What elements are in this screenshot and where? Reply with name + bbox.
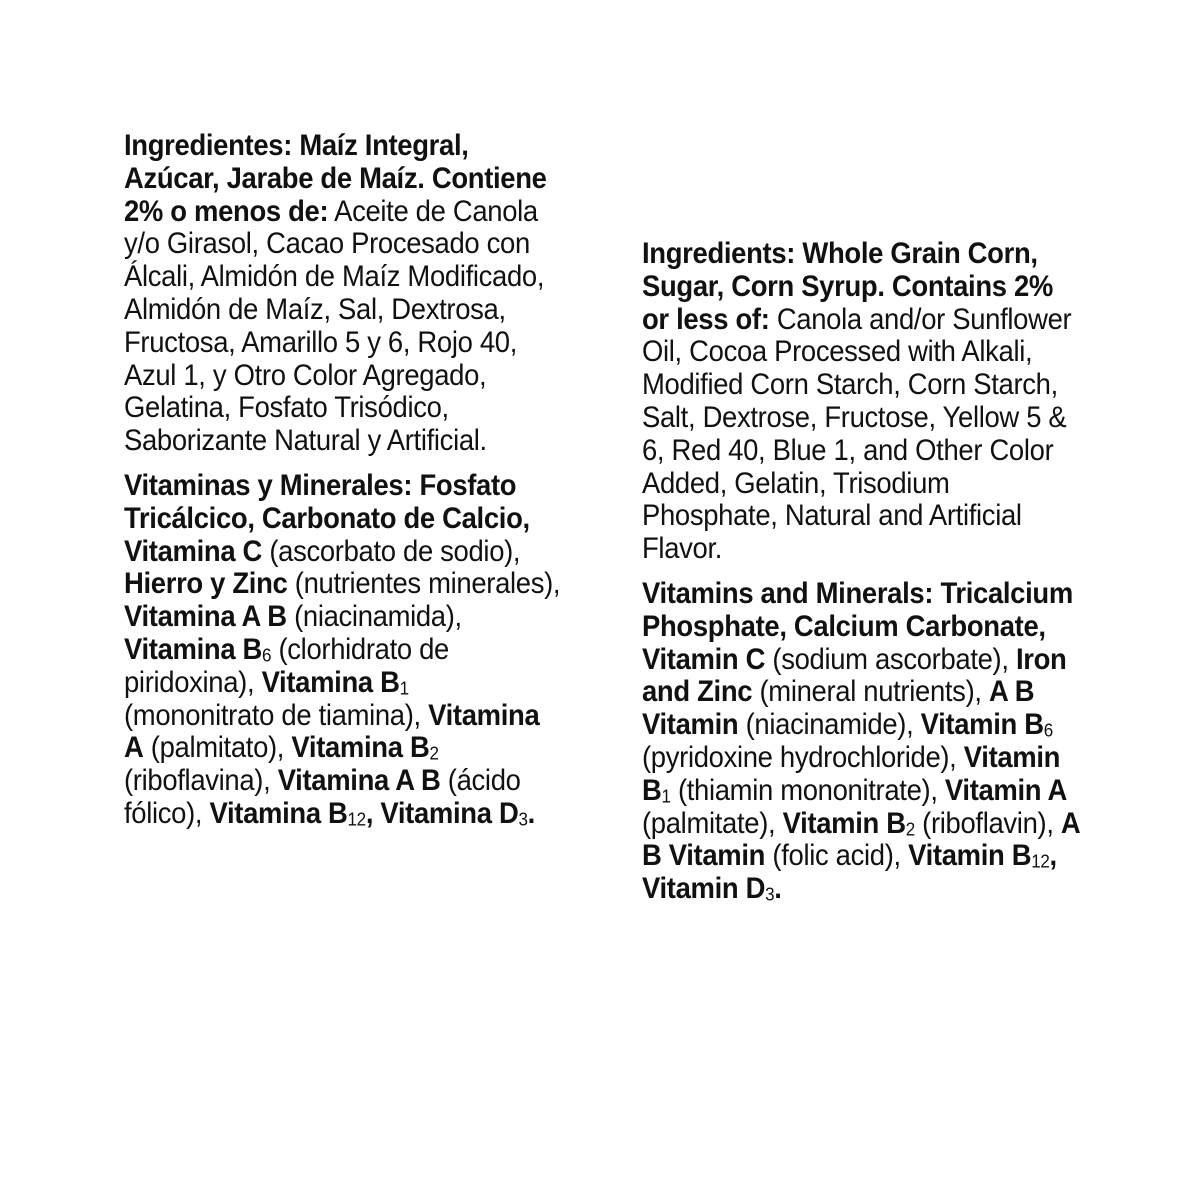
- bold-text: .: [774, 872, 782, 906]
- bold-text: Vitamins and Minerals: Tricalcium Phosphate, Calcium Carbonate, Vitamin C: [642, 576, 1073, 676]
- regular-text: (mononitrato de tiamina),: [124, 698, 429, 732]
- regular-text: (nutrientes minerales),: [287, 567, 561, 601]
- bold-text: Vitaminas y Minerales: Fosfato Tricálcico, Carbonato de Calcio, Vitamina C: [124, 468, 530, 568]
- regular-text: Canola and/or Sunflower Oil, Cocoa Processed with Alkali, Modified Corn Starch, Corn Starch, Salt, Dextrose, Fructose, Yellow 5 & 6, Red 40, Blue 1, and Other Color Added, Gelatin, Trisodium Phosphate, Natural and Artificial Flavor.: [642, 302, 1072, 566]
- regular-text: (palmitato),: [143, 731, 292, 765]
- regular-text: (riboflavin),: [914, 806, 1061, 840]
- bold-text: A B Vitamin: [642, 675, 1035, 742]
- regular-text: [425, 162, 432, 195]
- bold-text: Vitamina A: [124, 698, 540, 765]
- bold-text: Vitamin B: [920, 708, 1044, 742]
- spanish-ingredients-paragraph: [124, 130, 561, 458]
- spanish-vitamins-paragraph: [124, 470, 561, 831]
- subscript-text: 2: [429, 743, 439, 765]
- subscript-text: 1: [661, 785, 671, 807]
- english-ingredients-column: [642, 238, 1081, 906]
- bold-text: Vitamin B: [642, 740, 1061, 807]
- regular-text: (sodium ascorbate),: [765, 642, 1016, 676]
- bold-text: Ingredients: Whole Grain Corn, Sugar, Corn Syrup. Contains 2% or less of:: [642, 237, 1053, 336]
- subscript-text: 2: [905, 818, 915, 840]
- bold-text: Vitamin A: [944, 773, 1068, 807]
- subscript-text: 3: [518, 808, 528, 830]
- regular-text: (riboflavina),: [124, 764, 278, 798]
- bold-text: Vitamina A B: [277, 764, 441, 798]
- regular-text: (thiamin mononitrate),: [670, 773, 945, 807]
- bold-text: .: [527, 796, 535, 830]
- bold-text: Vitamin B: [908, 839, 1032, 873]
- regular-text: (mineral nutrients),: [752, 675, 989, 709]
- bold-text: Vitamina A B: [124, 600, 287, 634]
- bold-text: Vitamina B: [261, 665, 400, 699]
- subscript-text: 12: [347, 808, 366, 830]
- regular-text: (ácido fólico),: [124, 764, 521, 830]
- subscript-text: 6: [262, 644, 272, 666]
- regular-text: (pyridoxine hydrochloride),: [642, 740, 964, 774]
- subscript-text: 1: [399, 677, 409, 699]
- bold-text: Vitamina B: [209, 796, 348, 830]
- english-ingredients-paragraph: [642, 238, 1081, 566]
- regular-text: (niacinamide),: [738, 708, 921, 742]
- bold-text: Vitamina B: [124, 632, 263, 666]
- regular-text: (clorhidrato de piridoxina),: [124, 632, 449, 699]
- subscript-text: 3: [765, 883, 775, 905]
- bold-text: Vitamina B: [291, 731, 430, 765]
- bold-text: Contiene 2% o menos de:: [124, 161, 547, 228]
- subscript-text: 6: [1043, 719, 1053, 741]
- regular-text: (ascorbato de sodio),: [262, 534, 521, 568]
- regular-text: Aceite de Canola y/o Girasol, Cacao Procesado con Álcali, Almidón de Maíz Modificado, Almidón de Maíz, Sal, Dextrosa, Fructosa, Amarillo 5 y 6, Rojo 40, Azul 1, y Otro Color Agregado, Gelatina, Fosfato Trisódico, Saborizante Natural y Artificial.: [124, 194, 545, 458]
- bold-text: Hierro y Zinc: [124, 567, 288, 601]
- bold-text: Vitamin B: [782, 806, 906, 840]
- spanish-ingredients-column: [124, 130, 561, 831]
- bold-text: Ingredientes: Maíz Integral, Azúcar, Jarabe de Maíz.: [124, 129, 469, 195]
- bold-text: , Vitamina D: [365, 796, 519, 830]
- regular-text: (palmitate),: [642, 806, 783, 840]
- bold-text: A B Vitamin: [642, 806, 1080, 873]
- bold-text: , Vitamin D: [642, 839, 1057, 906]
- regular-text: (niacinamida),: [286, 600, 462, 634]
- subscript-text: 12: [1031, 851, 1050, 873]
- english-vitamins-paragraph: [642, 578, 1081, 906]
- bold-text: Iron and Zinc: [642, 642, 1067, 709]
- regular-text: (folic acid),: [765, 839, 909, 873]
